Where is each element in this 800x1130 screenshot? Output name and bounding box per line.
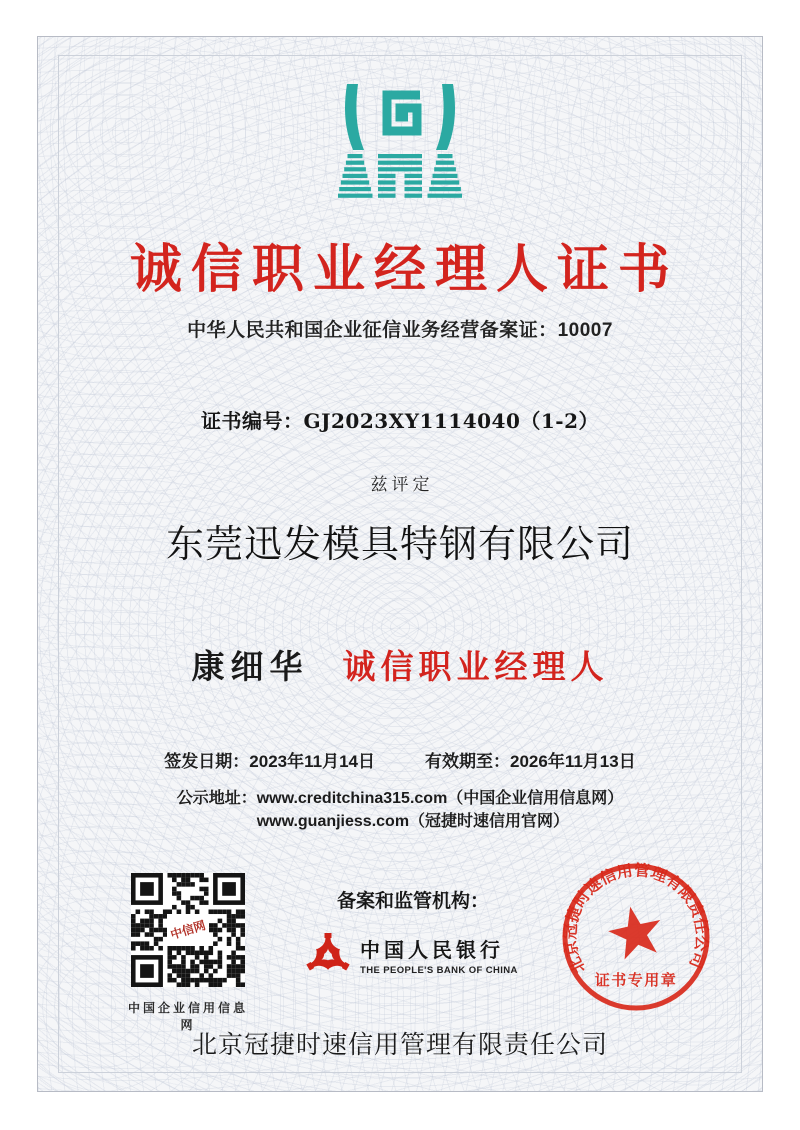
pboc-name-block — [360, 934, 518, 976]
person-name: 康细华 — [191, 648, 309, 685]
certificate-title: 诚信职业经理人证书 — [129, 241, 679, 299]
star-icon — [604, 901, 667, 962]
evaluate-label: 兹评定 — [370, 475, 434, 495]
filing-number-subtitle: 中华人民共和国企业征信业务经营备案证：10007 — [187, 320, 613, 341]
qr-code-block — [122, 873, 254, 1033]
pboc-block — [306, 930, 518, 980]
regulator-label: 备案和监管机构： — [336, 890, 489, 912]
valid-until-date: 有效期至：2026年11月13日 — [425, 752, 636, 771]
certificate-number: 证书编号：GJ2023XY1114040（1-2） — [200, 409, 600, 433]
publicity-url-2: www.guanjiess.com（冠捷时速信用官网） — [256, 813, 570, 830]
seal-ring-text: 北京冠捷时速信用管理有限责任公司 — [562, 862, 710, 976]
qr-center-text: 中信网 — [168, 918, 208, 942]
qr-code — [131, 873, 245, 987]
publicity-address-block — [38, 787, 762, 833]
certificate-sheet — [37, 36, 763, 1092]
pboc-emblem-icon — [306, 930, 350, 980]
honor-title: 诚信职业经理人 — [342, 648, 609, 685]
pboc-name-en: THE PEOPLE'S BANK OF CHINA — [360, 965, 518, 976]
publicity-url-1: www.creditchina315.com（中国企业信用信息网） — [256, 790, 624, 807]
company-seal-icon — [551, 852, 721, 1022]
publicity-label: 公示地址： — [176, 790, 257, 807]
validity-dates-line — [38, 747, 762, 772]
awardee-line — [38, 641, 762, 688]
publicity-urls — [257, 787, 624, 833]
qr-caption: 中国企业信用信息网 — [127, 1001, 248, 1032]
issue-date: 签发日期：2023年11月14日 — [164, 752, 375, 771]
company-name: 东莞迅发模具特钢有限公司 — [165, 522, 634, 566]
guanjie-brand-logo-icon — [338, 84, 462, 202]
logo-container — [38, 84, 762, 207]
issuer-company-name: 北京冠捷时速信用管理有限责任公司 — [191, 1031, 608, 1059]
company-seal — [551, 852, 721, 1022]
seal-bottom-text: 证书专用章 — [594, 972, 678, 989]
pboc-name-cn: 中国人民银行 — [360, 938, 504, 962]
